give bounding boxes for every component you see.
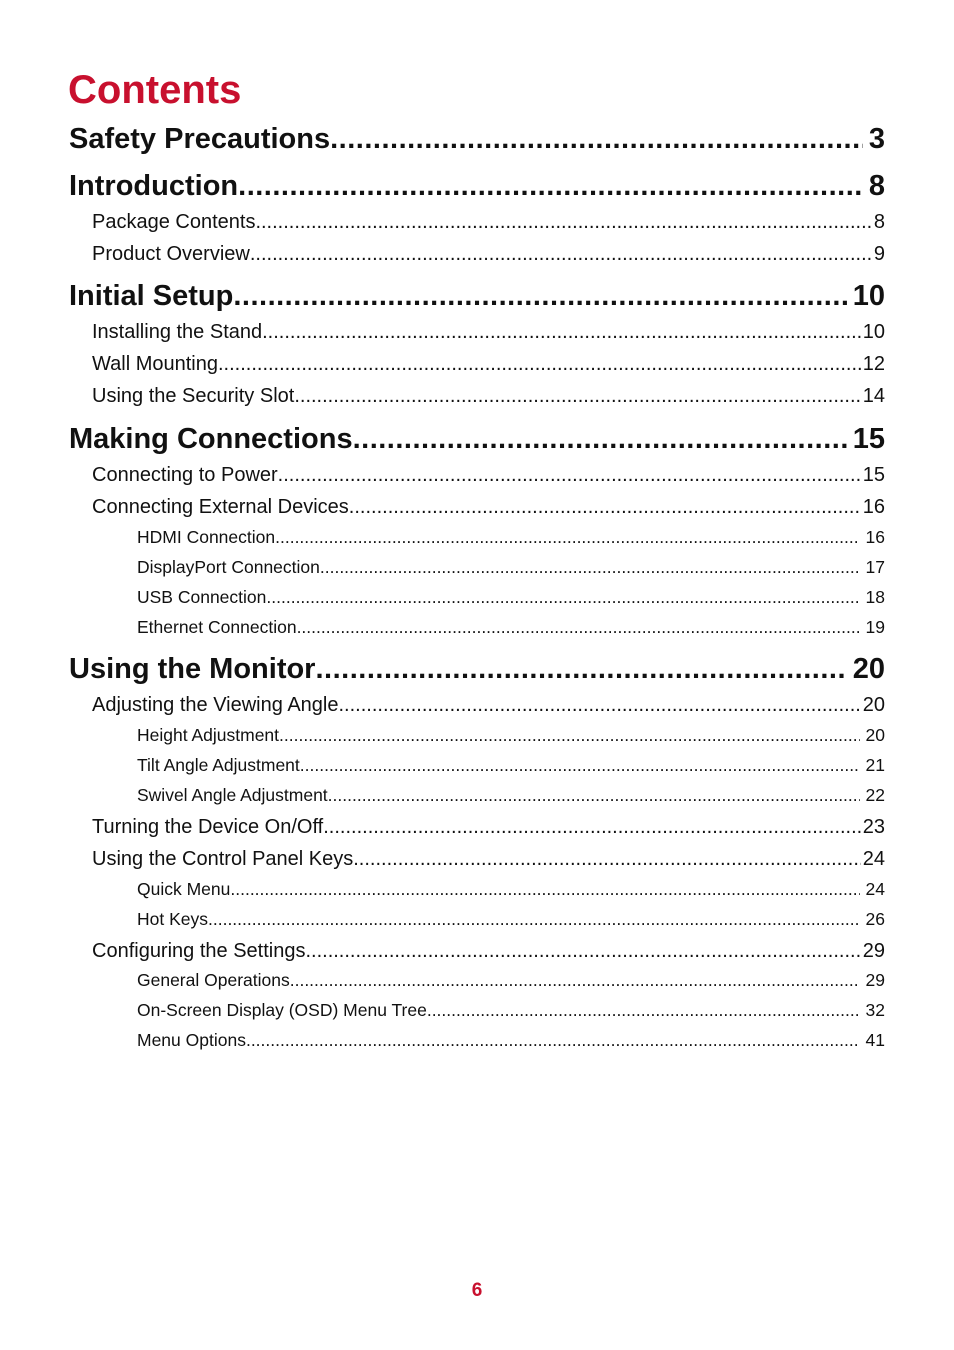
dot-leader: [246, 1028, 860, 1052]
toc-entry-ethernet-connection[interactable]: [137, 615, 885, 639]
toc-entry-page: 32: [865, 1000, 885, 1020]
toc-entry-adjusting-the-viewing-angle[interactable]: [92, 691, 885, 719]
toc-entry-label: Using the Security Slot: [92, 385, 295, 407]
toc-entry-page: 9: [873, 243, 885, 265]
dot-leader: [208, 907, 860, 931]
toc-entry-label: Introduction: [69, 170, 239, 202]
toc-entry-using-the-monitor[interactable]: [69, 649, 885, 689]
toc-entry-safety-precautions[interactable]: [69, 119, 885, 159]
toc-entry-label: Making Connections: [69, 423, 353, 455]
dot-leader: [294, 382, 860, 410]
toc-entry-label: Hot Keys: [137, 909, 208, 929]
toc-entry-wall-mounting[interactable]: [92, 350, 885, 378]
dot-leader: [330, 119, 863, 159]
dot-leader: [349, 493, 861, 521]
toc-entry-label: HDMI Connection: [137, 527, 276, 547]
toc-entry-page: 26: [865, 909, 885, 929]
toc-entry-using-the-control-panel-keys[interactable]: [92, 845, 885, 873]
toc-entry-page: 3: [868, 123, 885, 155]
toc-entry-page: 24: [865, 879, 885, 899]
toc-entry-label: Turning the Device On/Off: [92, 816, 324, 838]
toc-entry-label: Tilt Angle Adjustment: [137, 755, 300, 775]
toc-entry-label: Safety Precautions: [69, 123, 331, 155]
toc-entry-label: Using the Control Panel Keys: [92, 848, 354, 870]
dot-leader: [315, 649, 846, 689]
toc-entry-swivel-angle-adjustment[interactable]: [137, 783, 885, 807]
toc-entry-page: 20: [862, 694, 885, 716]
toc-entry-label: Wall Mounting: [92, 353, 218, 375]
dot-leader: [320, 555, 860, 579]
dot-leader: [275, 525, 859, 549]
toc-entry-quick-menu[interactable]: [137, 877, 885, 901]
toc-entry-menu-options[interactable]: [137, 1028, 885, 1052]
dot-leader: [218, 350, 861, 378]
toc-entry-page: 29: [862, 940, 885, 962]
toc-entry-tilt-angle-adjustment[interactable]: [137, 753, 885, 777]
toc-entry-page: 16: [865, 527, 885, 547]
toc-entry-label: Configuring the Settings: [92, 940, 306, 962]
page-title: Contents: [68, 68, 242, 112]
page-number: 6: [471, 1280, 483, 1301]
toc-entry-page: 8: [873, 211, 885, 233]
toc-entry-general-operations[interactable]: [137, 968, 885, 992]
toc-entry-page: 19: [865, 617, 885, 637]
toc-entry-hot-keys[interactable]: [137, 907, 885, 931]
toc-entry-page: 18: [865, 587, 885, 607]
toc-entry-displayport-connection[interactable]: [137, 555, 885, 579]
toc-entry-label: Connecting External Devices: [92, 496, 349, 518]
toc-entry-page: 15: [852, 423, 885, 455]
dot-leader: [338, 691, 860, 719]
toc-entry-page: 20: [865, 725, 885, 745]
toc-entry-label: General Operations: [137, 970, 290, 990]
toc-entry-usb-connection[interactable]: [137, 585, 885, 609]
dot-leader: [323, 813, 861, 841]
toc-entry-page: 20: [852, 653, 885, 685]
dot-leader: [250, 240, 872, 268]
toc-entry-page: 24: [862, 848, 885, 870]
toc-entry-label: Height Adjustment: [137, 725, 280, 745]
dot-leader: [353, 419, 847, 459]
toc-entry-label: Using the Monitor: [69, 653, 316, 685]
dot-leader: [262, 318, 861, 346]
toc-entry-page: 22: [865, 785, 885, 805]
dot-leader: [233, 276, 846, 316]
toc-entry-page: 12: [862, 353, 885, 375]
toc-entry-connecting-external-devices[interactable]: [92, 493, 885, 521]
toc-entry-introduction[interactable]: [69, 166, 885, 206]
toc-entry-page: 15: [862, 464, 885, 486]
toc-entry-label: Menu Options: [137, 1030, 246, 1050]
toc-entry-label: Package Contents: [92, 211, 256, 233]
toc-entry-turning-the-device-on-off[interactable]: [92, 813, 885, 841]
dot-leader: [279, 723, 860, 747]
dot-leader: [290, 968, 860, 992]
toc-entry-page: 16: [862, 496, 885, 518]
dot-leader: [238, 166, 863, 206]
toc-entry-page: 14: [862, 385, 885, 407]
toc-entry-label: Initial Setup: [69, 280, 234, 312]
toc-entry-page: 8: [868, 170, 885, 202]
toc-entry-label: Quick Menu: [137, 879, 231, 899]
dot-leader: [353, 845, 861, 873]
toc-entry-installing-the-stand[interactable]: [92, 318, 885, 346]
toc-entry-product-overview[interactable]: [92, 240, 885, 268]
toc-entry-initial-setup[interactable]: [69, 276, 885, 316]
dot-leader: [328, 783, 860, 807]
toc-entry-label: Ethernet Connection: [137, 617, 297, 637]
dot-leader: [297, 615, 860, 639]
dot-leader: [300, 753, 860, 777]
toc-entry-page: 29: [865, 970, 885, 990]
dot-leader: [266, 585, 859, 609]
toc-entry-label: On-Screen Display (OSD) Menu Tree: [137, 1000, 427, 1020]
toc-entry-label: Connecting to Power: [92, 464, 278, 486]
toc-entry-label: USB Connection: [137, 587, 267, 607]
dot-leader: [255, 208, 871, 236]
dot-leader: [427, 998, 860, 1022]
toc-entry-connecting-to-power[interactable]: [92, 461, 885, 489]
toc-entry-page: 41: [865, 1030, 885, 1050]
toc-entry-label: DisplayPort Connection: [137, 557, 320, 577]
toc-entry-label: Product Overview: [92, 243, 250, 265]
toc-entry-configuring-the-settings[interactable]: [92, 937, 885, 965]
toc-entry-using-the-security-slot[interactable]: [92, 382, 885, 410]
toc-entry-label: Swivel Angle Adjustment: [137, 785, 328, 805]
toc-entry-label: Installing the Stand: [92, 321, 263, 343]
toc-entry-package-contents[interactable]: [92, 208, 885, 236]
toc-entry-hdmi-connection[interactable]: [137, 525, 885, 549]
dot-leader: [278, 461, 861, 489]
toc-entry-page: 10: [862, 321, 885, 343]
dot-leader: [305, 937, 860, 965]
toc-entry-height-adjustment[interactable]: [137, 723, 885, 747]
toc-entry-page: 21: [865, 755, 885, 775]
toc-entry-page: 23: [862, 816, 885, 838]
toc-entry-page: 17: [865, 557, 885, 577]
dot-leader: [230, 877, 859, 901]
toc-entry-page: 10: [852, 280, 885, 312]
toc-entry-making-connections[interactable]: [69, 419, 885, 459]
toc-entry-label: Adjusting the Viewing Angle: [92, 694, 339, 716]
toc-entry-osd-menu-tree[interactable]: [137, 998, 885, 1022]
